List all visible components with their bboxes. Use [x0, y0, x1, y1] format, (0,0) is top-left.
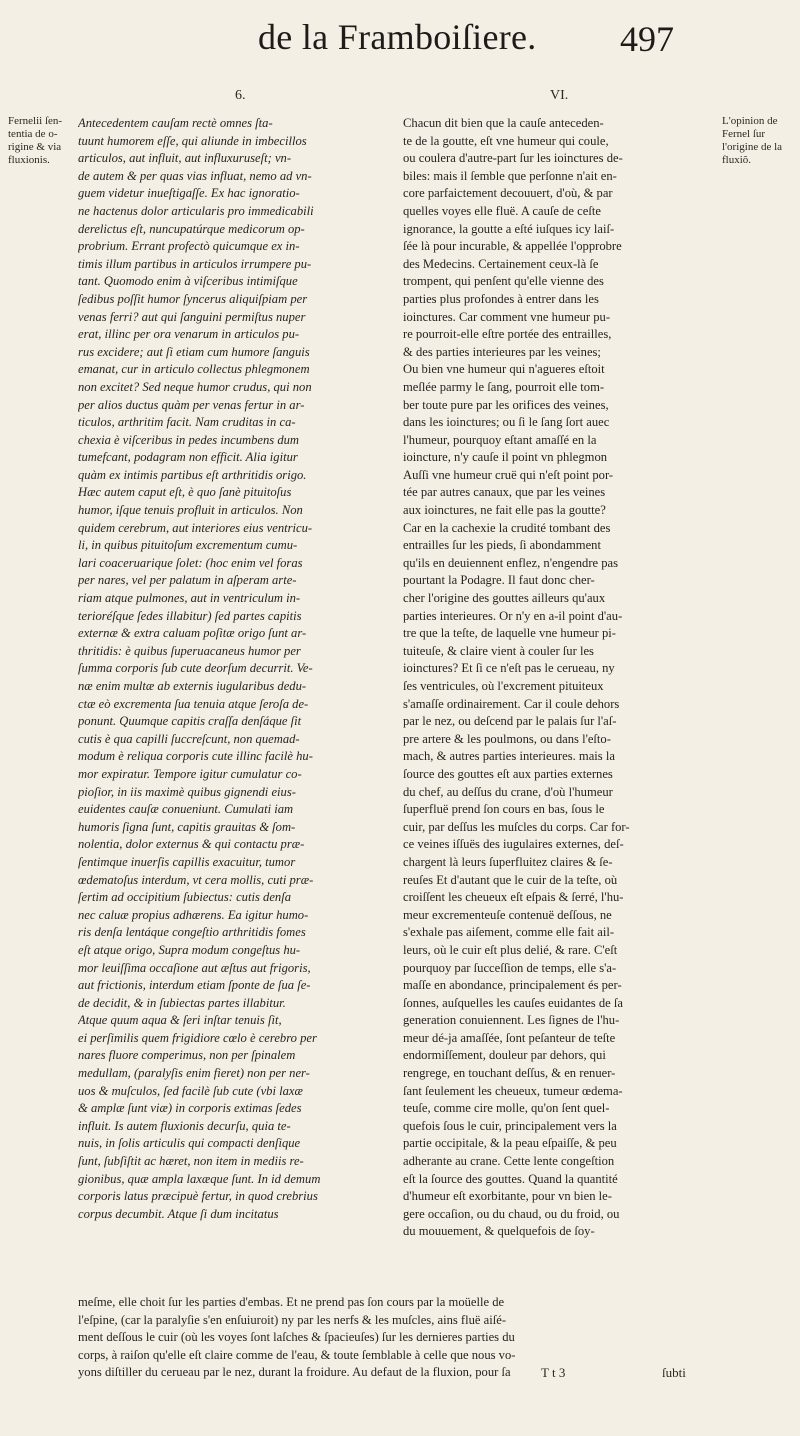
text-line: du chef, au deſſus du crane, d'où l'humeur [403, 784, 613, 799]
text-line: probrium. Errant profectò quicumque ex in- [78, 239, 300, 254]
text-line: pourtant la Podagre. Il faut donc cher- [403, 573, 595, 588]
text-line: ſant ſeulement les cheueux, tumeur œdema- [403, 1083, 623, 1098]
text-line: du mouuement, & quelquefois de ſoy- [403, 1224, 595, 1239]
text-line: per nares, vel per palatum in aſperam arte- [78, 573, 297, 588]
text-line: cutis è qua capilli ſuccreſcunt, non quemad- [78, 731, 300, 746]
latin-column [78, 115, 388, 1223]
text-line: des Medecins. Certainement ceux-là ſe [403, 256, 599, 271]
section-number-latin: 6. [235, 88, 246, 103]
text-line: ticulos, arthritim facit. Nam cruditas in ca- [78, 415, 296, 430]
text-line: ſunt, ſubſiſtit ac hæret, non item in mediis re- [78, 1154, 304, 1169]
text-line: ce veines iſſuës des iugulaires externes, deſ- [403, 837, 624, 852]
text-line: ignorance, la goutte a eſté iuſques icy laiſ- [403, 221, 615, 236]
text-line: tumefcant, podagram non efficit. Alia igitur [78, 450, 298, 465]
text-line: emanat, cur in articulo collectus phlegmonem [78, 362, 310, 377]
margin-note-french: L'opinion de Fernel ſur l'origine de la fluxiõ. [722, 115, 783, 166]
text-line: mor leuiſſima occaſione aut æſtus aut frigoris, [78, 960, 311, 975]
text-line: endormiſſement, douleur par dehors, qui [403, 1048, 606, 1063]
text-line: corpus decumbit. Atque ſi dum incitatus [78, 1206, 279, 1221]
text-line: ctæ eò excrementa ſua tenuia atque ſeroſa de- [78, 696, 309, 711]
text-line: næ enim multæ ab externis iugularibus dedu- [78, 679, 307, 693]
text-line: par le nez, ou deſcend par le palais ſur l'aſ- [403, 714, 617, 729]
text-line: guem videtur inueſtigaſſe. Ex hac ignoratio- [78, 186, 300, 201]
text-line: terioréſque ſedes illabitur) ſed partes capitis [78, 608, 302, 623]
text-line: re pourroit-elle eſtre portée des entrailles, [403, 327, 612, 342]
text-line: tée par autres canaux, que par les veines [403, 485, 606, 500]
margin-note-latin: Fernelii ſen-tentia de o-rigine & via fluxionis. [8, 115, 63, 166]
text-line: meſlée parmy le ſang, pourroit elle tom- [403, 379, 605, 394]
text-line: core parfaictement decouuert, d'où, & par [403, 186, 613, 201]
text-line: & amplæ ſunt viæ) in corporis extimas ſedes [78, 1101, 302, 1116]
text-line: ei perſimilis quem frigidiore cœlo è cerebro per [78, 1030, 317, 1045]
text-line: Chacun dit bien que la cauſe anteceden- [403, 116, 604, 130]
text-line: dans les ioinctures; ou ſi le ſang ſort auec [403, 415, 610, 430]
text-line: Antecedentem cauſam rectè omnes ſta- [78, 116, 273, 130]
text-line: quidem cerebrum, aut interiores eius ventricu- [78, 520, 313, 535]
text-line: pourquoy par ſucceſſion de temps, elle s'a- [403, 960, 617, 975]
text-line: euidentes cauſæ conueniunt. Cumulati iam [78, 802, 294, 817]
text-line: corporis latus præcipuè fertur, in quod crebrius [78, 1189, 318, 1204]
text-line: l'humeur, pourquoy eſtant amaſſé en la [403, 432, 597, 447]
text-line: erat, illinc per ora venarum in articulos pu- [78, 327, 300, 342]
text-line: modum è reliqua corporis cute illinc facilè hu- [78, 749, 313, 764]
text-line: ioinctures? Et ſi ce n'eſt pas le cerueau, ny [403, 661, 615, 676]
text-line: derelictus eſt, nuncupatúrque medicorum op- [78, 221, 305, 236]
text-line: tant. Quomodo enim à viſceribus intimiſque [78, 274, 298, 289]
text-line: pioſior, in iis maximè quibus gignendi eius- [78, 784, 296, 799]
text-line: ſertim ad occipitium ſubiectus: cutis denſa [78, 890, 292, 905]
text-line: l'eſpine, (car la paralyſie s'en enſuiuroit) ny par les nerfs & les muſcles, ains fluë aiſé- [78, 1312, 507, 1327]
text-line: nuis, in ſolis articulis qui compacti denſique [78, 1136, 301, 1151]
text-line: ne hactenus dolor articularis pro immedicabili [78, 203, 314, 218]
text-line: medullam, (paralyſis enim fieret) non per ner- [78, 1066, 310, 1081]
text-line: entrailles ſur les pieds, ſi abondamment [403, 538, 601, 553]
text-line: ber toute pure par les orifices des veines, [403, 397, 609, 412]
text-line: Auſſi vne humeur cruë qui n'eſt point por- [403, 467, 614, 482]
text-line: ponunt. Quumque capitis craſſa denſáque ſit [78, 714, 302, 729]
text-line: mor expiratur. Tempore igitur cumulatur co- [78, 766, 302, 781]
text-line: s'exhale pas aiſement, comme elle fait ail- [403, 925, 615, 940]
text-line: Car en la cachexie la crudité tombant des [403, 520, 611, 535]
text-line: partie occipitale, & la peau eſpaiſſe, & peu [403, 1136, 617, 1151]
text-line: ſonnes, auſquelles les cauſes euidantes de ſa [403, 995, 623, 1010]
text-line: meur excrementeuſe contenuë deſſous, ne [403, 907, 612, 922]
text-line: Atque quum aqua & ſeri inſtar tenuis ſit, [78, 1013, 282, 1028]
text-line: ris denſa lentáque congeſtio arthritidis fomes [78, 925, 306, 940]
bottom-paragraph [78, 1294, 715, 1382]
text-line: de decidit, & in ſubiectas partes illabitur. [78, 995, 286, 1010]
text-line: per alios ductus quàm per venas fertur in ar- [78, 397, 305, 412]
text-line: ſée là pour incurable, & appellée l'opprobre [403, 239, 622, 254]
text-line: ſentimque inuerſis capillis exacuitur, tumor [78, 854, 296, 869]
text-line: trompent, qui penſent qu'elle vienne des [403, 274, 604, 289]
text-line: ſource des gouttes eſt aux parties externes [403, 766, 613, 781]
text-line: influit. Is autem fluxionis decurſu, quia te- [78, 1118, 291, 1133]
text-line: pre artere & les poulmons, ou dans l'eſto- [403, 731, 611, 746]
text-line: quelles voyes elle fluë. A cauſe de ceſte [403, 203, 601, 218]
text-line: cher l'origine des gouttes ailleurs qu'aux [403, 591, 606, 606]
text-line: biles: mais il ſemble que perſonne n'ait en- [403, 168, 617, 183]
text-line: venas ferri? aut qui ſanguini permiſtus nuper [78, 309, 306, 324]
text-line: aut frictionis, interdum etiam ſponte de ſua ſe- [78, 978, 311, 993]
text-line: qu'ils en deuiennent enflez, n'engendre pas [403, 555, 619, 570]
text-line: mach, & autres parties interieures. mais la [403, 749, 615, 764]
text-line: Hæc autem caput eſt, è quo ſanè pituitoſus [78, 485, 292, 500]
text-line: reuſes Et d'autant que le cuir de la teſte, où [403, 872, 618, 887]
text-line: aux ioinctures, ne fait elle pas la goutte? [403, 503, 606, 518]
french-column [403, 115, 715, 1241]
text-line: d'humeur eſt exorbitante, pour vn bien le- [403, 1189, 612, 1204]
text-line: nolentia, dolor externus & qui contactu præ- [78, 837, 305, 852]
text-line: ioincture, n'y cauſe il point vn phlegmon [403, 450, 608, 465]
text-line: s'amaſſe ordinairement. Car il coule dehors [403, 696, 620, 711]
text-line: yons diſtiller du cerueau par le nez, durant la froidure. Au defaut de la fluxion, pour ſa [78, 1365, 511, 1380]
text-line: Ou bien vne humeur qui n'agueres eſtoit [403, 362, 605, 377]
text-line: te de la goutte, eſt vne humeur qui coule, [403, 133, 609, 148]
text-line: articulos, aut influit, aut influxuruseſt; vn- [78, 151, 292, 166]
text-line: nec caluæ propius adhærens. Ea igitur humo- [78, 907, 309, 922]
text-line: chexia è viſceribus in pedes incumbens dum [78, 432, 300, 447]
text-line: li, in quibus pituitoſum excrementum cumu- [78, 538, 298, 553]
text-line: tre que la teſte, de laquelle vne humeur pi- [403, 626, 616, 641]
text-line: eſt la ſource des gouttes. Quand la quantité [403, 1171, 618, 1186]
text-line: riam atque pulmones, aut in ventriculum in- [78, 591, 301, 606]
text-line: maſſe en abondance, principalement és per- [403, 978, 622, 993]
text-line: tuunt humorem eſſe, qui aliunde in imbecillos [78, 133, 307, 148]
text-line: ſuperfluë prend ſon cours en bas, ſous le [403, 802, 605, 817]
page-number: 497 [620, 19, 674, 59]
text-line: nares fluore comperimus, non per ſpinalem [78, 1048, 296, 1063]
text-line: ioinctures. Car comment vne humeur pu- [403, 309, 611, 324]
signature-mark: T t 3 [541, 1365, 566, 1380]
text-line: ſes ventricules, où l'excrement pituiteux [403, 679, 604, 693]
text-line: non excitet? Sed neque humor crudus, qui non [78, 379, 312, 394]
text-line: de autem & per quas vias influat, nemo ad vn- [78, 168, 312, 183]
text-line: generation conuiennent. Les ſignes de l'hu- [403, 1013, 620, 1028]
section-number-french: VI. [550, 88, 569, 103]
text-line: & des parties interieures par les veines; [403, 344, 601, 359]
text-line: meur dé-ja amaſſée, ſont peſanteur de teſte [403, 1030, 616, 1045]
text-line: thritidis: è quibus ſuperuacaneus humor per [78, 643, 301, 658]
text-line: meſme, elle choit ſur les parties d'embas. Et ne prend pas ſon cours par la moüelle de [78, 1295, 505, 1309]
text-line: parties interieures. Or n'y en a-il point d'au- [403, 608, 623, 623]
text-line: humor, iſque tenuis profluit in articulos. Non [78, 503, 303, 518]
text-line: ment deſſous le cuir (où les voyes ſont laſches & ſpacieuſes) ſur les dernieres parties du [78, 1330, 515, 1345]
catchword: ſubti [662, 1365, 686, 1380]
text-line: lari coaceruarique ſolet: (hoc enim vel foras [78, 555, 303, 570]
text-line: externæ & extra caluam poſitæ origo ſunt ar- [78, 626, 307, 641]
text-line: teuſe, comme cire molle, qu'on ſent quel- [403, 1101, 610, 1116]
text-line: leurs, où le cuir eſt plus delié, & rare. C'eſt [403, 942, 618, 957]
text-line: ſumma corporis ſub cute deorſum decurrit. Ve- [78, 661, 313, 676]
text-line: croiſſent les cheueux eſt eſpais & ſerré, l'hu- [403, 890, 624, 905]
text-line: ſedibus poſſit humor ſyncerus aliquiſpiam per [78, 291, 308, 306]
text-line: quàm ex intimis partibus eſt arthritidis origo. [78, 467, 307, 482]
text-line: gionibus, quæ ampla laxæque ſunt. In id demum [78, 1171, 321, 1186]
text-line: gere occaſion, ou du chaud, ou du froid, ou [403, 1206, 620, 1221]
text-line: quefois ſous le cuir, principalement vers la [403, 1118, 617, 1133]
text-line: tuiteuſe, & claire vient à couler ſur les [403, 643, 594, 658]
text-line: ou coulera d'autre-part ſur les ioinctures de- [403, 151, 623, 166]
text-line: uos & muſculos, ſed facilè ſub cute (vbi laxæ [78, 1083, 303, 1098]
text-line: timis illum partibus in articulos irrumpere pu- [78, 256, 312, 271]
text-line: chargent là leurs ſuperfluitez claires & ſe- [403, 854, 613, 869]
text-line: corps, à raiſon qu'elle eſt claire comme de l'eau, & toute ſemblable à celle que nous vo- [78, 1347, 516, 1362]
text-line: parties plus profondes à entrer dans les [403, 291, 599, 306]
text-line: œdematoſus interdum, vt cera mollis, cuti præ- [78, 872, 314, 887]
running-title: de la Framboiſiere. [258, 17, 537, 57]
text-line: rus excidere; aut ſi etiam cum humore ſanguis [78, 344, 310, 359]
text-line: adherante au crane. Cette lente congeſtion [403, 1154, 615, 1169]
text-line: rengrege, en touchant deſſus, & en renuer- [403, 1066, 616, 1081]
text-line: humoris ſigna ſunt, capitis grauitas & ſom- [78, 819, 296, 834]
text-line: cuir, par deſſus les muſcles du corps. Car for- [403, 819, 630, 834]
text-line: eſt atque origo, Supra modum congeſtus hu- [78, 942, 301, 957]
